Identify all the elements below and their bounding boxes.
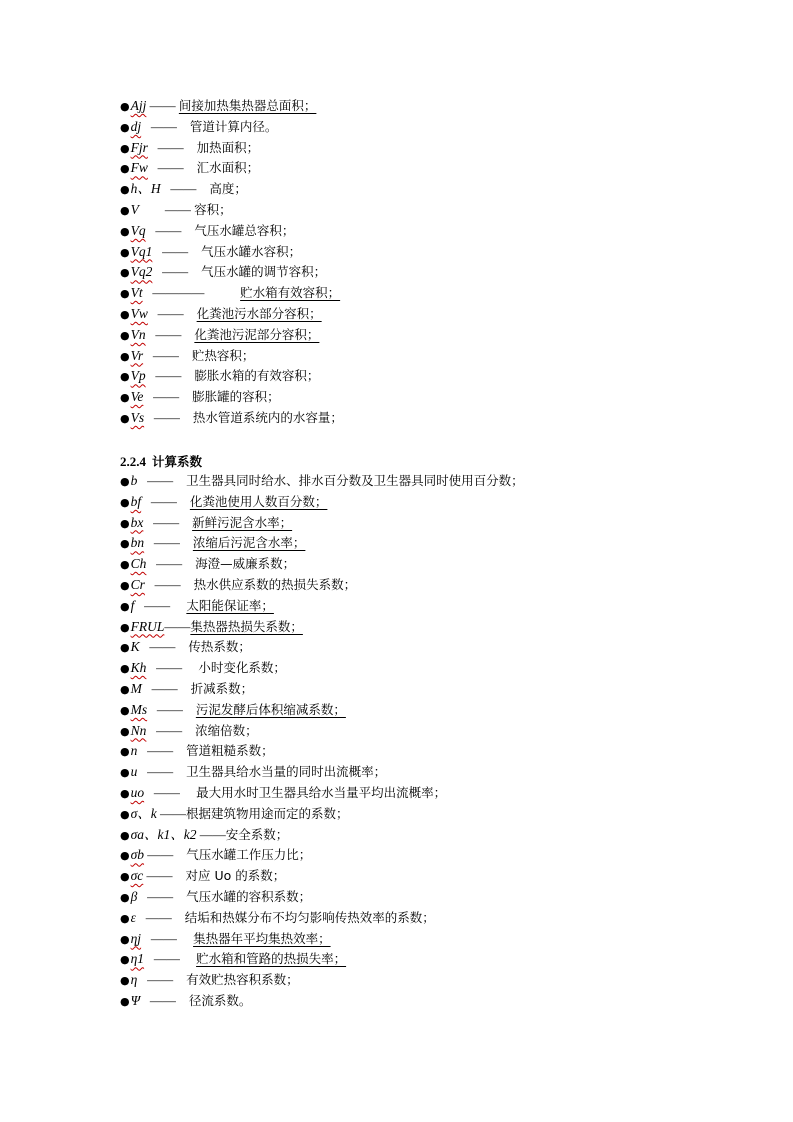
- item-separator: ——: [160, 181, 210, 197]
- list-item: [120, 617, 303, 637]
- item-separator: ——: [144, 847, 187, 863]
- bullet-icon: ●: [120, 870, 130, 884]
- item-separator: ——: [147, 701, 196, 717]
- item-description: 贮热容积；: [191, 347, 255, 363]
- bullet-icon: ●: [120, 495, 130, 509]
- bullet-icon: ●: [120, 579, 130, 592]
- item-symbol: Ψ: [130, 993, 141, 1008]
- item-separator: ——: [143, 514, 193, 530]
- item-symbol: σ、k: [130, 805, 157, 821]
- list-item: [120, 138, 259, 158]
- item-separator: ——: [137, 764, 187, 780]
- bullet-icon: ●: [120, 120, 130, 134]
- item-description: 浓缩后污泥含水率；: [192, 535, 306, 551]
- bullet-icon: ●: [120, 849, 130, 863]
- item-separator: ——: [137, 743, 187, 759]
- item-description: 对应 Uo 的系数；: [185, 868, 286, 884]
- item-separator: ——: [145, 326, 195, 342]
- item-symbol: Ve: [130, 389, 144, 405]
- item-description: 气压水罐工作压力比；: [186, 847, 312, 863]
- bullet-icon: ●: [120, 266, 130, 280]
- item-separator: ——: [147, 306, 197, 321]
- item-separator: ——: [146, 722, 196, 738]
- item-separator: ——: [143, 389, 193, 405]
- item-separator: ——: [146, 98, 179, 113]
- bullet-icon: ●: [120, 932, 130, 946]
- item-description: 最大用水时卫生器具给水当量平均出流概率；: [196, 785, 447, 800]
- bullet-icon: ●: [120, 245, 130, 259]
- item-symbol: M: [130, 681, 142, 696]
- item-separator: ——: [137, 473, 187, 488]
- list-item: [120, 845, 311, 865]
- section-number: 2.2.4: [120, 454, 146, 469]
- list-item: [120, 762, 386, 782]
- item-symbol: dj: [130, 118, 142, 134]
- item-description: 贮水箱有效容积；: [240, 285, 341, 301]
- item-separator: ——: [144, 785, 197, 800]
- item-description: 化粪池使用人数百分数；: [189, 493, 328, 509]
- item-symbol: Ms: [130, 701, 148, 717]
- item-symbol: f: [130, 597, 135, 613]
- item-description: 加热面积；: [196, 139, 260, 155]
- item-symbol: bn: [130, 535, 145, 551]
- item-description: 海澄—威廉系数；: [195, 556, 296, 572]
- item-symbol: Vn: [130, 326, 146, 342]
- item-separator: ——: [141, 118, 190, 134]
- item-separator: ——: [144, 577, 194, 592]
- item-separator: ————: [142, 285, 241, 301]
- item-description: 高度；: [209, 181, 247, 197]
- item-symbol: η1: [130, 951, 145, 967]
- item-separator: ——: [143, 347, 192, 363]
- list-item: [120, 325, 319, 345]
- list-item: [120, 242, 301, 262]
- item-separator: ——: [137, 972, 187, 988]
- item-separator: ——: [145, 222, 195, 238]
- bullet-icon: ●: [120, 183, 130, 197]
- bullet-icon: ●: [120, 412, 130, 425]
- item-separator: ——: [143, 868, 186, 884]
- list-item: [120, 158, 259, 178]
- bullet-icon: ●: [120, 558, 130, 572]
- bullet-icon: ●: [120, 620, 130, 634]
- item-description: 化粪池污水部分容积；: [196, 306, 322, 321]
- item-description: 安全系数；: [225, 826, 289, 842]
- bullet-icon: ●: [120, 995, 130, 1008]
- item-description: 热水供应系数的热损失系数；: [193, 577, 357, 592]
- list-item: [120, 513, 292, 533]
- bullet-icon: ●: [120, 391, 130, 405]
- item-symbol: ηj: [130, 930, 142, 946]
- bullet-icon: ●: [120, 162, 130, 176]
- list-item: [120, 262, 326, 282]
- item-separator: ——: [152, 264, 202, 280]
- item-symbol: Kh: [130, 660, 147, 676]
- item-separator: ——: [141, 930, 194, 946]
- item-separator: ——: [147, 139, 197, 155]
- list-item: [120, 346, 254, 366]
- item-description: 新鲜污泥含水率；: [192, 514, 293, 530]
- item-description: 卫生器具同时给水、排水百分数及卫生器具同时使用百分数；: [186, 473, 524, 488]
- item-description: 管道粗糙系数；: [186, 743, 274, 759]
- list-item: [120, 221, 294, 241]
- item-description: 贮水箱和管路的热损失率；: [196, 951, 347, 967]
- list-item: [120, 492, 327, 512]
- item-description: 卫生器具给水当量的同时出流概率；: [186, 764, 387, 780]
- item-symbol: K: [130, 639, 140, 655]
- bullet-icon: ●: [120, 224, 130, 238]
- list-item: [120, 804, 349, 824]
- item-description: 气压水罐总容积；: [194, 222, 295, 238]
- item-description: 容积；: [194, 202, 232, 217]
- item-description: 太阳能保证率；: [186, 597, 274, 613]
- list-item: [120, 533, 305, 553]
- item-symbol: V: [130, 202, 139, 217]
- list-item: [120, 471, 524, 491]
- list-item: [120, 658, 286, 678]
- list-item: [120, 408, 343, 428]
- item-description: 根据建筑物用途而定的系数；: [186, 805, 349, 821]
- bullet-icon: ●: [120, 370, 130, 384]
- item-symbol: bf: [130, 493, 142, 509]
- item-symbol: σb: [130, 847, 145, 863]
- item-description: 集热器年平均集热效率；: [193, 930, 331, 946]
- list-item: [120, 929, 331, 949]
- item-symbol: Vr: [130, 347, 144, 363]
- list-item: [120, 117, 277, 137]
- item-separator: ——: [147, 160, 197, 176]
- item-symbol: Fw: [130, 160, 148, 176]
- item-separator: ——: [164, 618, 191, 634]
- item-separator: ——: [144, 535, 193, 551]
- list-item: [120, 908, 435, 928]
- list-item: [120, 679, 253, 699]
- list-item: [120, 575, 356, 595]
- item-symbol: σa、k1、k2: [130, 826, 197, 842]
- bullet-icon: ●: [120, 100, 130, 113]
- item-symbol: σc: [130, 868, 144, 884]
- item-separator: ——: [141, 681, 191, 696]
- item-symbol: β: [130, 889, 138, 904]
- bullet-icon: ●: [120, 891, 130, 904]
- list-item: [120, 991, 251, 1011]
- bullet-icon: ●: [120, 204, 130, 217]
- item-description: 管道计算内径。: [189, 118, 278, 134]
- item-description: 径流系数。: [188, 993, 252, 1008]
- item-description: 膨胀罐的容积；: [192, 389, 280, 405]
- bullet-icon: ●: [120, 349, 130, 363]
- bullet-icon: ●: [120, 724, 130, 738]
- item-separator: ——: [156, 805, 187, 821]
- list-item: [120, 949, 346, 969]
- bullet-icon: ●: [120, 787, 130, 800]
- item-description: 气压水罐水容积；: [201, 243, 302, 259]
- list-item: [120, 366, 319, 386]
- item-separator: ——: [146, 660, 199, 676]
- item-description: 小时变化系数；: [198, 660, 286, 676]
- bullet-icon: ●: [120, 537, 130, 551]
- item-separator: ——: [152, 243, 202, 259]
- bullet-icon: ●: [120, 516, 130, 530]
- section-heading: [120, 452, 202, 470]
- item-separator: ——: [139, 639, 189, 655]
- item-symbol: bx: [130, 514, 144, 530]
- bullet-icon: ●: [120, 599, 130, 613]
- item-separator: ——: [146, 556, 196, 572]
- list-item: [120, 200, 232, 220]
- item-symbol: FRUL: [130, 618, 165, 634]
- item-symbol: Vp: [130, 368, 146, 384]
- item-separator: ——: [135, 909, 185, 925]
- list-item: [120, 970, 299, 990]
- item-symbol: Fjr: [130, 139, 148, 155]
- item-description: 有效贮热容积系数；: [186, 972, 299, 988]
- bullet-icon: ●: [120, 807, 130, 821]
- item-symbol: uo: [130, 785, 145, 800]
- list-item: [120, 721, 258, 741]
- item-description: 热水管道系统内的水容量；: [192, 410, 343, 425]
- bullet-icon: ●: [120, 911, 130, 925]
- item-symbol: Vs: [130, 410, 145, 425]
- item-separator: ——: [137, 889, 187, 904]
- item-symbol: h、H: [130, 181, 161, 197]
- list-item: [120, 637, 251, 657]
- item-separator: ——: [134, 597, 187, 613]
- item-symbol: ε: [130, 909, 136, 925]
- section-title: 计算系数: [152, 454, 203, 469]
- item-symbol: Ch: [130, 556, 147, 572]
- list-item: [120, 96, 316, 116]
- list-item: [120, 825, 288, 845]
- list-item: [120, 866, 285, 886]
- bullet-icon: ●: [120, 662, 130, 676]
- item-separator: ——: [144, 410, 193, 425]
- item-symbol: Vq1: [130, 243, 153, 259]
- list-item: [120, 887, 311, 907]
- bullet-icon: ●: [120, 703, 130, 717]
- item-symbol: Vq: [130, 222, 146, 238]
- bullet-icon: ●: [120, 641, 130, 655]
- bullet-icon: ●: [120, 745, 130, 759]
- item-symbol: Ajj: [130, 98, 147, 113]
- item-description: 膨胀水箱的有效容积；: [194, 368, 320, 384]
- item-separator: ——: [138, 202, 195, 217]
- item-symbol: Vt: [130, 285, 143, 301]
- bullet-icon: ●: [120, 475, 130, 488]
- bullet-icon: ●: [120, 308, 130, 321]
- bullet-icon: ●: [120, 974, 130, 988]
- item-description: 气压水罐的调节容积；: [201, 264, 327, 280]
- bullet-icon: ●: [120, 141, 130, 155]
- item-symbol: u: [130, 764, 138, 780]
- item-description: 汇水面积；: [196, 160, 260, 176]
- list-item: [120, 283, 340, 303]
- item-description: 污泥发酵后体积缩减系数；: [195, 701, 346, 717]
- bullet-icon: ●: [120, 328, 130, 342]
- list-item: [120, 596, 274, 616]
- item-description: 气压水罐的容积系数；: [186, 889, 312, 904]
- item-separator: ——: [144, 951, 197, 967]
- list-item: [120, 741, 274, 761]
- list-item: [120, 554, 295, 574]
- list-item: [120, 700, 346, 720]
- item-symbol: η: [130, 972, 138, 988]
- item-description: 结垢和热媒分布不均匀影响传热效率的系数；: [184, 909, 435, 925]
- bullet-icon: ●: [120, 683, 130, 696]
- item-separator: ——: [140, 993, 189, 1008]
- item-symbol: Nn: [130, 722, 147, 738]
- item-symbol: Vq2: [130, 264, 153, 280]
- bullet-icon: ●: [120, 287, 130, 301]
- item-description: 集热器热损失系数；: [190, 618, 303, 634]
- item-description: 浓缩倍数；: [195, 722, 258, 738]
- item-separator: ——: [145, 368, 195, 384]
- item-symbol: Vw: [130, 306, 148, 321]
- item-symbol: b: [130, 473, 138, 488]
- item-symbol: n: [130, 743, 138, 759]
- item-description: 传热系数；: [188, 639, 251, 655]
- list-item: [120, 783, 446, 803]
- list-item: [120, 179, 247, 199]
- item-separator: ——: [196, 826, 226, 842]
- item-separator: ——: [141, 493, 190, 509]
- list-item: [120, 387, 280, 407]
- bullet-icon: ●: [120, 828, 130, 842]
- bullet-icon: ●: [120, 766, 130, 780]
- item-description: 化粪池污泥部分容积；: [194, 326, 320, 342]
- item-description: 间接加热集热器总面积；: [178, 98, 317, 113]
- item-description: 折减系数；: [190, 681, 254, 696]
- item-symbol: Cr: [130, 577, 145, 592]
- bullet-icon: ●: [120, 953, 130, 967]
- list-item: [120, 304, 322, 324]
